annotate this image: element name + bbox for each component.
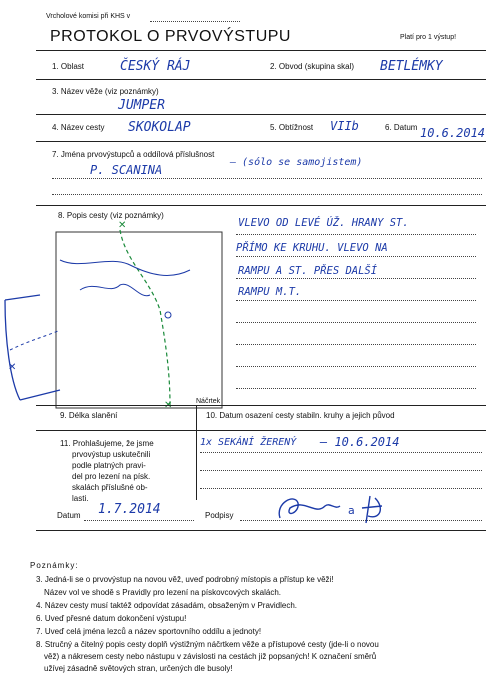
field-osazeni-value2[interactable]: – 10.6.2014 xyxy=(320,435,400,449)
jmena-dots-1 xyxy=(52,178,482,179)
prohlaseni-line-4: del pro lezení na písk. xyxy=(72,472,151,481)
ring-bolt-mark xyxy=(165,312,171,318)
note-item-6: 8. Stručný a čitelný popis cesty doplň výstižným náčrtkem věže a přístupové cesty (jde-li o novou xyxy=(36,640,379,649)
field9-divider xyxy=(196,405,197,430)
route-line xyxy=(120,230,170,405)
field-osazeni-value[interactable]: 1x SEKÁNÍ ŽERENÝ xyxy=(200,437,297,448)
page-title: PROTOKOL O PRVOVÝSTUPU xyxy=(50,28,291,45)
prohlaseni-line-2: prvovýstup uskutečnili xyxy=(72,450,151,459)
popis-line-3[interactable]: RAMPU A ST. PŘES DALŠÍ xyxy=(238,265,378,277)
field11-divider xyxy=(196,430,197,500)
field-delka-label: 9. Délka slanění xyxy=(60,411,118,420)
popis-dots-2 xyxy=(236,256,476,257)
note-item-7: věž) a nákresem cesty nebo nástupu v závislosti na cestách již popsaných! K označení směrů xyxy=(44,652,377,661)
route-sketch xyxy=(0,200,240,415)
field-oblast-label: 1. Oblast xyxy=(52,62,85,71)
sketch-top-mark: ✕ xyxy=(118,220,127,231)
popis-line-2[interactable]: PŘÍMO KE KRUHU. VLEVO NA xyxy=(236,242,388,254)
note-item-3: 4. Název cesty musí taktéž odpovídat zásadám, obsaženým v Pravidlech. xyxy=(36,601,298,610)
datum-label: Datum xyxy=(57,511,81,520)
field-nazev-cesty-value[interactable]: SKOKOLAP xyxy=(128,120,191,135)
field-popis-label: 8. Popis cesty (viz poznámky) xyxy=(58,211,164,220)
popis-line-4[interactable]: RAMPU M.T. xyxy=(238,286,302,298)
prohlaseni-line-6: lasti. xyxy=(72,494,89,503)
note-item-1: 3. Jedná-li se o prvovýstup na novou věž, uveď podrobný místopis a přístup ke věži! xyxy=(36,575,334,584)
prohlaseni-line-3: podle platných pravi- xyxy=(72,461,146,470)
committee-label: Vrcholové komisi při KHS v xyxy=(46,13,131,20)
popis-dots-8 xyxy=(236,388,476,389)
notes-title: Poznámky: xyxy=(30,561,79,570)
field-osazeni-label: 10. Datum osazení cesty stabiln. kruhy a jejich původ xyxy=(206,411,395,420)
field-obtiznost-value[interactable]: VIIb xyxy=(330,119,359,133)
row8-line xyxy=(36,405,486,406)
popis-dots-1 xyxy=(236,234,476,235)
title-underline xyxy=(36,50,486,51)
popis-dots-6 xyxy=(236,344,476,345)
prohlaseni-line-5: skalách příslušné ob- xyxy=(72,483,148,492)
popis-dots-3 xyxy=(236,278,476,279)
popis-dots-7 xyxy=(236,366,476,367)
note-item-8: užívej zásadně světových stran, určených dle busoly! xyxy=(44,664,233,673)
field-datum-label: 6. Datum xyxy=(385,123,418,132)
popis-dots-5 xyxy=(236,322,476,323)
tower-outline xyxy=(5,295,60,400)
popis-dots-4 xyxy=(236,300,476,301)
sketch-drawing xyxy=(0,200,240,415)
jmena-dots-2 xyxy=(52,194,482,195)
note-item-4: 6. Uveď přesné datum dokončení výstupu! xyxy=(36,614,187,623)
field-datum-value[interactable]: 10.6.2014 xyxy=(420,126,486,140)
field-nazev-veze-label: 3. Název věže (viz poznámky) xyxy=(52,87,159,96)
field-obtiznost-label: 5. Obtížnost xyxy=(270,123,314,132)
rock-edge-2 xyxy=(80,284,150,296)
field-nazev-veze-value[interactable]: JUMPER xyxy=(118,98,165,113)
note-item-2: Název vol ve shodě s Pravidly pro lezení na pískovcových skalách. xyxy=(44,588,282,597)
valid-for-note: Platí pro 1 výstup! xyxy=(400,34,457,41)
row11-line xyxy=(36,530,486,531)
datum-dots xyxy=(84,520,194,521)
field-jmena-label: 7. Jména prvovýstupců a oddílová příslušnost xyxy=(52,150,215,159)
row1-line xyxy=(36,79,486,80)
field-nazev-cesty-label: 4. Název cesty xyxy=(52,123,105,132)
rock-edge-1 xyxy=(60,260,190,275)
svg-text:a: a xyxy=(348,504,355,517)
signature-drawing xyxy=(270,488,400,528)
prohlaseni-line-1: 11. Prohlašujeme, že jsme xyxy=(60,439,154,448)
datum-value[interactable]: 1.7.2014 xyxy=(98,502,161,517)
approach-path xyxy=(10,330,60,350)
sketch-frame xyxy=(56,232,222,408)
field-obvod-value[interactable]: BETLÉMKY xyxy=(380,59,443,74)
row4-line xyxy=(36,141,486,142)
osazeni-dots-2 xyxy=(200,470,482,471)
podpisy-dots xyxy=(240,520,482,521)
field-oblast-value[interactable]: ČESKÝ RÁJ xyxy=(120,59,191,74)
row3-line xyxy=(36,114,486,115)
popis-line-1[interactable]: VLEVO OD LEVÉ ÚŽ. HRANY ST. xyxy=(238,217,409,229)
podpisy-label: Podpisy xyxy=(205,511,234,520)
field-jmena-value[interactable]: P. SCANINA xyxy=(90,163,163,177)
committee-dots xyxy=(150,21,240,22)
row9-line xyxy=(36,430,486,431)
osazeni-dots-1 xyxy=(200,452,482,453)
sketch-left-mark: ✕ xyxy=(8,362,17,373)
sketch-label: Náčrtek xyxy=(196,398,221,405)
field-jmena-value2[interactable]: – (sólo se samojistem) xyxy=(230,157,363,168)
field-obvod-label: 2. Obvod (skupina skal) xyxy=(270,62,355,71)
note-item-5: 7. Uveď celá jména lezců a název sportovního oddílu a jednoty! xyxy=(36,627,262,636)
